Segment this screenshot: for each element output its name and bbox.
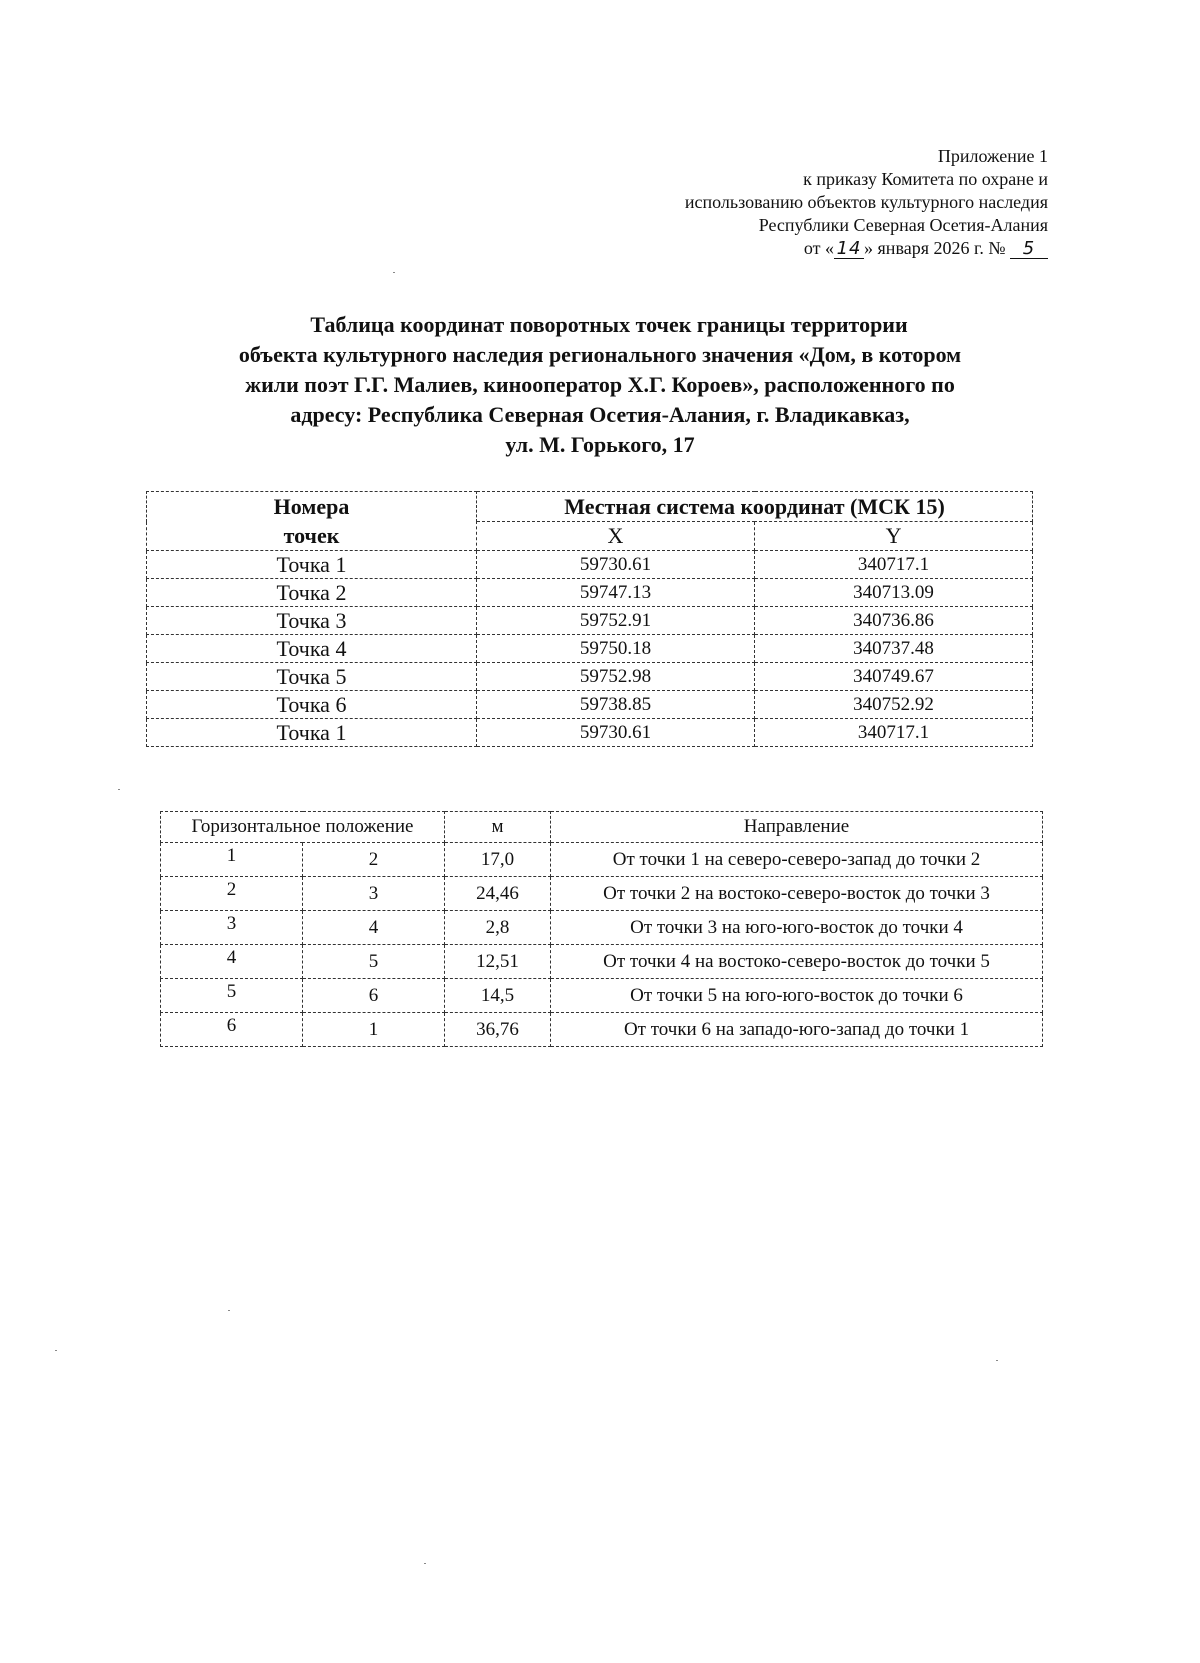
direction-text: От точки 3 на юго-юго-восток до точки 4 [551, 911, 1043, 945]
appendix-block [685, 145, 1048, 260]
coord-x: 59752.91 [477, 607, 755, 635]
directions-table [160, 811, 1043, 1047]
scan-speck [424, 1563, 426, 1564]
table-row [161, 945, 1043, 979]
table-row [147, 551, 1033, 579]
to-point: 2 [303, 843, 445, 877]
to-point: 4 [303, 911, 445, 945]
point-name: Точка 3 [147, 607, 477, 635]
distance-m: 24,46 [445, 877, 551, 911]
point-name: Точка 5 [147, 663, 477, 691]
coord-x: 59730.61 [477, 551, 755, 579]
distance-m: 14,5 [445, 979, 551, 1013]
header-y: Y [755, 522, 1033, 551]
coord-y: 340717.1 [755, 719, 1033, 747]
table-row [161, 1013, 1043, 1047]
date-middle: » января 2026 г. № [864, 238, 1006, 258]
appendix-line-2: к приказу Комитета по охране и [803, 169, 1048, 189]
from-point: 3 [161, 911, 303, 945]
to-point: 5 [303, 945, 445, 979]
to-point: 3 [303, 877, 445, 911]
scan-speck [393, 272, 395, 273]
from-point: 1 [161, 843, 303, 877]
direction-text: От точки 6 на западо-юго-запад до точки 1 [551, 1013, 1043, 1047]
title-line-4: адресу: Республика Северная Осетия-Алания, г. Владикавказ, [290, 402, 910, 427]
direction-text: От точки 1 на северо-северо-запад до точки 2 [551, 843, 1043, 877]
distance-m: 2,8 [445, 911, 551, 945]
date-prefix: от « [803, 238, 835, 258]
table-row [147, 691, 1033, 719]
header-coordinate-system: Местная система координат (МСК 15) [477, 492, 1033, 522]
document-title [150, 310, 1050, 460]
from-point: 2 [161, 877, 303, 911]
to-point: 6 [303, 979, 445, 1013]
scan-speck [996, 1360, 998, 1361]
coord-y: 340749.67 [755, 663, 1033, 691]
scan-speck [55, 1350, 57, 1351]
from-point: 4 [161, 945, 303, 979]
handwritten-order-number: 5 [1010, 240, 1048, 259]
direction-text: От точки 4 на востоко-северо-восток до точки 5 [551, 945, 1043, 979]
header-meters: м [445, 812, 551, 843]
to-point: 1 [303, 1013, 445, 1047]
appendix-line-1: Приложение 1 [937, 146, 1048, 166]
appendix-line-4: Республики Северная Осетия-Алания [758, 215, 1048, 235]
coord-x: 59750.18 [477, 635, 755, 663]
title-line-3: жили поэт Г.Г. Малиев, кинооператор Х.Г. Короев», расположенного по [245, 372, 955, 397]
scan-speck [228, 1310, 230, 1311]
table-row [147, 635, 1033, 663]
table-row [147, 607, 1033, 635]
from-point: 5 [161, 979, 303, 1013]
table-row [161, 911, 1043, 945]
from-point: 6 [161, 1013, 303, 1047]
direction-text: От точки 5 на юго-юго-восток до точки 6 [551, 979, 1043, 1013]
coord-y: 340752.92 [755, 691, 1033, 719]
header-direction: Направление [551, 812, 1043, 843]
directions-header-row [161, 812, 1043, 843]
coordinates-table [146, 491, 1033, 747]
coord-y: 340736.86 [755, 607, 1033, 635]
table-row [161, 979, 1043, 1013]
title-line-1: Таблица координат поворотных точек границы территории [310, 312, 908, 337]
title-line-2: объекта культурного наследия регионального значения «Дом, в котором [238, 342, 962, 367]
point-name: Точка 6 [147, 691, 477, 719]
scan-speck [118, 789, 120, 790]
header-point-numbers: Номера точек [147, 492, 477, 551]
coord-x: 59738.85 [477, 691, 755, 719]
coord-x: 59730.61 [477, 719, 755, 747]
coord-y: 340713.09 [755, 579, 1033, 607]
coord-x: 59752.98 [477, 663, 755, 691]
appendix-line-3: использованию объектов культурного наследия [684, 192, 1048, 212]
distance-m: 12,51 [445, 945, 551, 979]
table-row [161, 877, 1043, 911]
point-name: Точка 1 [147, 719, 477, 747]
title-line-5: ул. М. Горького, 17 [505, 432, 695, 457]
point-name: Точка 2 [147, 579, 477, 607]
direction-text: От точки 2 на востоко-северо-восток до точки 3 [551, 877, 1043, 911]
coordinates-header-row [147, 492, 1033, 522]
distance-m: 36,76 [445, 1013, 551, 1047]
distance-m: 17,0 [445, 843, 551, 877]
coord-y: 340737.48 [755, 635, 1033, 663]
table-row [147, 719, 1033, 747]
coord-x: 59747.13 [477, 579, 755, 607]
header-horizontal-position: Горизонтальное положение [161, 812, 445, 843]
coord-y: 340717.1 [755, 551, 1033, 579]
header-x: X [477, 522, 755, 551]
table-row [147, 579, 1033, 607]
table-row [161, 843, 1043, 877]
appendix-date-line [685, 237, 1048, 260]
point-name: Точка 1 [147, 551, 477, 579]
handwritten-day: 14 [834, 240, 864, 259]
table-row [147, 663, 1033, 691]
point-name: Точка 4 [147, 635, 477, 663]
